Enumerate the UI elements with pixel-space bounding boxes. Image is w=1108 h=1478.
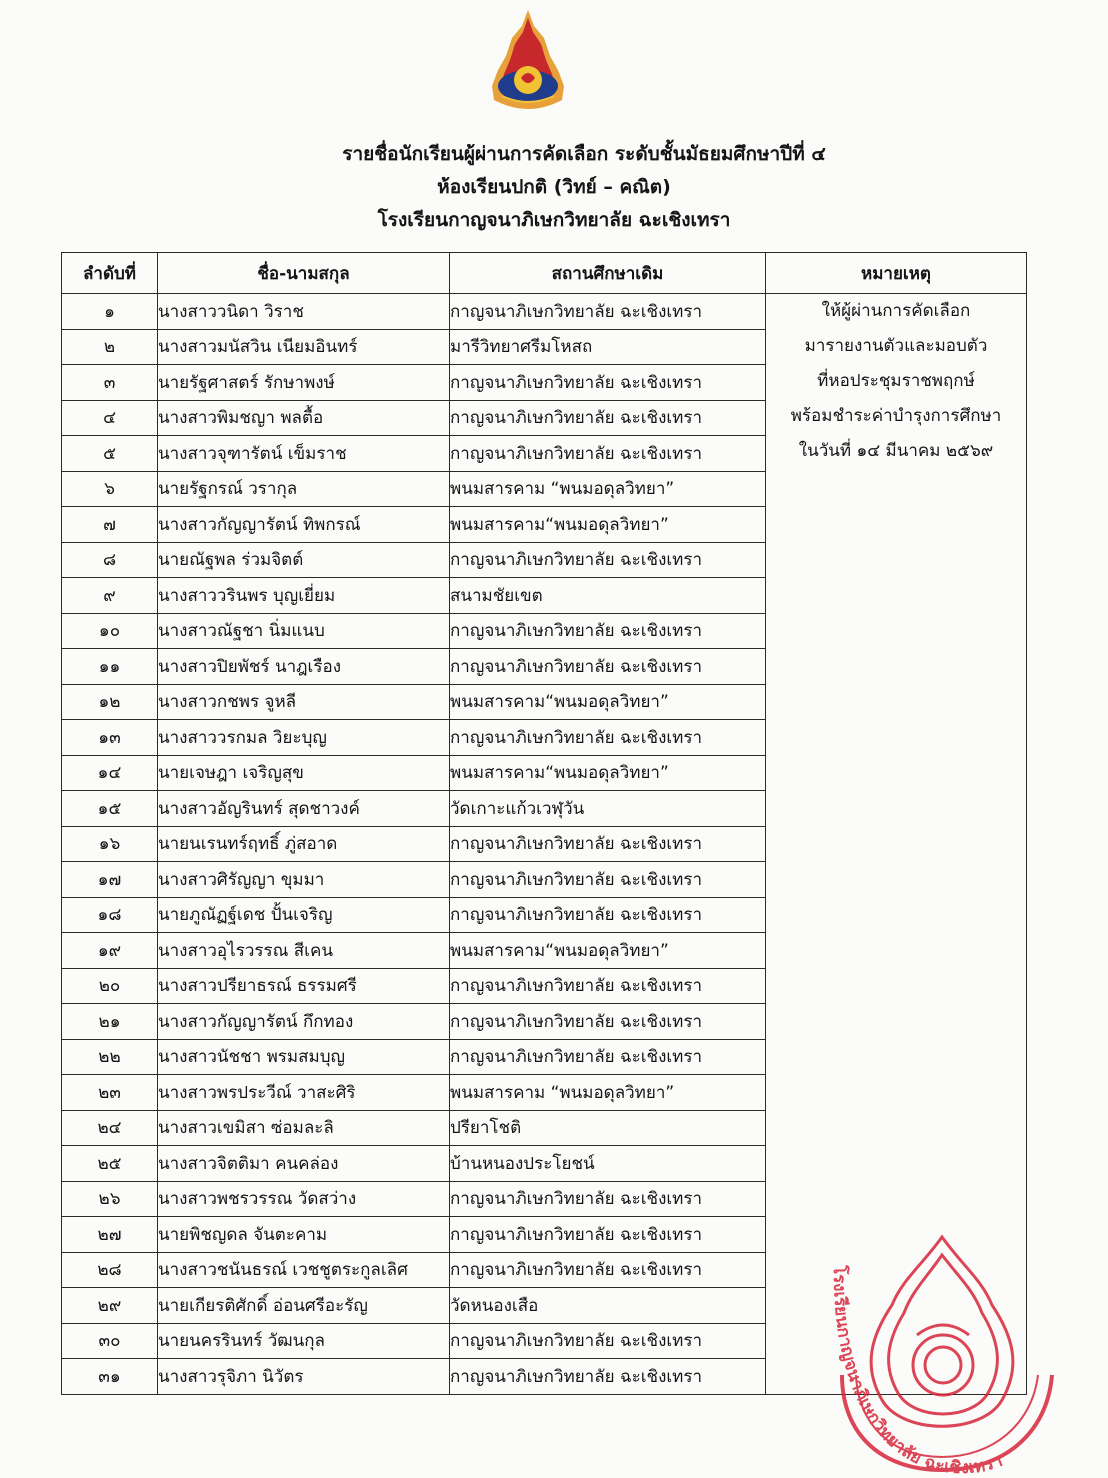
previous-school: บ้านหนองประโยชน์	[450, 1146, 766, 1182]
remark-line: มารายงานตัวและมอบตัว	[804, 336, 988, 356]
previous-school: วัดเกาะแก้วเวฬุวัน	[450, 791, 766, 827]
row-number: ๓	[62, 365, 158, 401]
previous-school: กาญจนาภิเษกวิทยาลัย ฉะเชิงเทรา	[450, 968, 766, 1004]
student-name: นายรัฐศาสตร์ รักษาพงษ์	[158, 365, 450, 401]
previous-school: พนมสารคาม“พนมอดุลวิทยา”	[450, 755, 766, 791]
remark-line: ให้ผู้ผ่านการคัดเลือก	[821, 301, 971, 321]
student-name: นางสาวกชพร จูหลี	[158, 684, 450, 720]
student-name: นางสาวรุจิภา นิวัตร	[158, 1359, 450, 1395]
previous-school: ปรียาโชติ	[450, 1110, 766, 1146]
student-name: นางสาวศิรัญญา ขุมมา	[158, 862, 450, 898]
student-name: นางสาววรกมล วิยะบุญ	[158, 720, 450, 756]
header-name: ชื่อ-นามสกุล	[158, 253, 450, 294]
remark-line: ในวันที่ ๑๔ มีนาคม ๒๕๖๙	[798, 441, 994, 461]
previous-school: วัดหนองเสือ	[450, 1288, 766, 1324]
row-number: ๒	[62, 329, 158, 365]
previous-school: กาญจนาภิเษกวิทยาลัย ฉะเชิงเทรา	[450, 613, 766, 649]
student-name: นายนครรินทร์ วัฒนกุล	[158, 1323, 450, 1359]
previous-school: กาญจนาภิเษกวิทยาลัย ฉะเชิงเทรา	[450, 436, 766, 472]
row-number: ๑	[62, 294, 158, 330]
row-number: ๑๔	[62, 755, 158, 791]
previous-school: กาญจนาภิเษกวิทยาลัย ฉะเชิงเทรา	[450, 1004, 766, 1040]
school-logo	[488, 8, 568, 114]
student-name: นางสาวพิมชญา พลตื้อ	[158, 400, 450, 436]
row-number: ๗	[62, 507, 158, 543]
row-number: ๑๘	[62, 897, 158, 933]
row-number: ๖	[62, 471, 158, 507]
student-name: นางสาวณัฐชา นิ่มแนบ	[158, 613, 450, 649]
row-number: ๑๑	[62, 649, 158, 685]
seal-text: โรงเรียนกาญจนาภิเษกวิทยาลัย ฉะเชิงเทรา	[828, 1265, 1006, 1478]
previous-school: กาญจนาภิเษกวิทยาลัย ฉะเชิงเทรา	[450, 720, 766, 756]
student-list-table	[61, 252, 1027, 1395]
row-number: ๒๘	[62, 1252, 158, 1288]
student-name: นายเกียรติศักดิ์ อ่อนศรีอะรัญ	[158, 1288, 450, 1324]
previous-school: พนมสารคาม“พนมอดุลวิทยา”	[450, 507, 766, 543]
student-name: นายพิชญดล จันตะคาม	[158, 1217, 450, 1253]
table-header-row	[62, 253, 1027, 294]
previous-school: กาญจนาภิเษกวิทยาลัย ฉะเชิงเทรา	[450, 365, 766, 401]
previous-school: กาญจนาภิเษกวิทยาลัย ฉะเชิงเทรา	[450, 1359, 766, 1395]
student-name: นายณัฐพล ร่วมจิตต์	[158, 542, 450, 578]
remark-line: ที่หอประชุมราชพฤกษ์	[817, 371, 975, 391]
row-number: ๔	[62, 400, 158, 436]
row-number: ๙	[62, 578, 158, 614]
student-name: นางสาวนัชชา พรมสมบุญ	[158, 1039, 450, 1075]
document-title	[0, 138, 1108, 237]
row-number: ๒๒	[62, 1039, 158, 1075]
row-number: ๓๐	[62, 1323, 158, 1359]
row-number: ๑๙	[62, 933, 158, 969]
student-name: นายภูณัฏฐ์เดช ปั้นเจริญ	[158, 897, 450, 933]
previous-school: กาญจนาภิเษกวิทยาลัย ฉะเชิงเทรา	[450, 897, 766, 933]
remark-line: พร้อมชำระค่าบำรุงการศึกษา	[790, 406, 1002, 426]
row-number: ๒๐	[62, 968, 158, 1004]
previous-school: พนมสารคาม“พนมอดุลวิทยา”	[450, 684, 766, 720]
student-name: นางสาวปิยพัชร์ นาฎเรือง	[158, 649, 450, 685]
row-number: ๑๕	[62, 791, 158, 827]
row-number: ๒๖	[62, 1181, 158, 1217]
row-number: ๒๗	[62, 1217, 158, 1253]
row-number: ๒๑	[62, 1004, 158, 1040]
student-name: นางสาวกัญญารัตน์ ทิพกรณ์	[158, 507, 450, 543]
student-name: นางสาวเขมิสา ซ่อมละลิ	[158, 1110, 450, 1146]
row-number: ๓๑	[62, 1359, 158, 1395]
title-line-3: โรงเรียนกาญจนาภิเษกวิทยาลัย ฉะเชิงเทรา	[377, 209, 731, 231]
student-name: นางสาวพรประวีณ์ วาสะศิริ	[158, 1075, 450, 1111]
previous-school: พนมสารคาม“พนมอดุลวิทยา”	[450, 933, 766, 969]
row-number: ๑๒	[62, 684, 158, 720]
student-name: นายรัฐกรณ์ วรากุล	[158, 471, 450, 507]
previous-school: กาญจนาภิเษกวิทยาลัย ฉะเชิงเทรา	[450, 400, 766, 436]
table-row	[62, 294, 1027, 330]
header-school: สถานศึกษาเดิม	[450, 253, 766, 294]
header-remark: หมายเหตุ	[766, 253, 1027, 294]
row-number: ๒๔	[62, 1110, 158, 1146]
row-number: ๑๐	[62, 613, 158, 649]
previous-school: กาญจนาภิเษกวิทยาลัย ฉะเชิงเทรา	[450, 826, 766, 862]
student-name: นางสาววรินพร บุญเยี่ยม	[158, 578, 450, 614]
previous-school: มารีวิทยาศรีมโหสถ	[450, 329, 766, 365]
previous-school: กาญจนาภิเษกวิทยาลัย ฉะเชิงเทรา	[450, 1181, 766, 1217]
student-name: นางสาวจุฑารัตน์ เข็มราช	[158, 436, 450, 472]
row-number: ๒๙	[62, 1288, 158, 1324]
previous-school: กาญจนาภิเษกวิทยาลัย ฉะเชิงเทรา	[450, 1217, 766, 1253]
previous-school: พนมสารคาม “พนมอดุลวิทยา”	[450, 1075, 766, 1111]
row-number: ๒๕	[62, 1146, 158, 1182]
row-number: ๑๗	[62, 862, 158, 898]
student-name: นางสาวอัญรินทร์ สุดชาวงค์	[158, 791, 450, 827]
student-name: นางสาวพชรวรรณ วัดสว่าง	[158, 1181, 450, 1217]
previous-school: กาญจนาภิเษกวิทยาลัย ฉะเชิงเทรา	[450, 1323, 766, 1359]
previous-school: กาญจนาภิเษกวิทยาลัย ฉะเชิงเทรา	[450, 1039, 766, 1075]
student-name: นายเจษฎา เจริญสุข	[158, 755, 450, 791]
previous-school: กาญจนาภิเษกวิทยาลัย ฉะเชิงเทรา	[450, 862, 766, 898]
previous-school: กาญจนาภิเษกวิทยาลัย ฉะเชิงเทรา	[450, 542, 766, 578]
svg-text:โรงเรียนกาญจนาภิเษกวิทยาลัย ฉะ	[829, 1264, 1006, 1478]
row-number: ๑๖	[62, 826, 158, 862]
title-line-2: ห้องเรียนปกติ (วิทย์ – คณิต)	[437, 176, 671, 198]
student-name: นางสาวกัญญารัตน์ กึกทอง	[158, 1004, 450, 1040]
student-name: นางสาวชนันธรณ์ เวชชูตระกูลเลิศ	[158, 1252, 450, 1288]
student-name: นางสาววนิดา วิราช	[158, 294, 450, 330]
official-seal	[822, 1225, 1072, 1478]
previous-school: กาญจนาภิเษกวิทยาลัย ฉะเชิงเทรา	[450, 1252, 766, 1288]
student-name: นายนเรนทร์ฤทธิ์ ภู่สอาด	[158, 826, 450, 862]
previous-school: กาญจนาภิเษกวิทยาลัย ฉะเชิงเทรา	[450, 649, 766, 685]
previous-school: กาญจนาภิเษกวิทยาลัย ฉะเชิงเทรา	[450, 294, 766, 330]
header-no: ลำดับที่	[62, 253, 158, 294]
student-name: นางสาวมนัสวิน เนียมอินทร์	[158, 329, 450, 365]
student-name: นางสาวจิตติมา คนคล่อง	[158, 1146, 450, 1182]
row-number: ๕	[62, 436, 158, 472]
row-number: ๑๓	[62, 720, 158, 756]
title-line-1: รายชื่อนักเรียนผู้ผ่านการคัดเลือก ระดับชั้นมัธยมศึกษาปีที่ ๔	[342, 143, 826, 165]
student-name: นางสาวปรียาธรณ์ ธรรมศรี	[158, 968, 450, 1004]
previous-school: สนามชัยเขต	[450, 578, 766, 614]
row-number: ๒๓	[62, 1075, 158, 1111]
previous-school: พนมสารคาม “พนมอดุลวิทยา”	[450, 471, 766, 507]
row-number: ๘	[62, 542, 158, 578]
student-name: นางสาวอุไรวรรณ สีเคน	[158, 933, 450, 969]
